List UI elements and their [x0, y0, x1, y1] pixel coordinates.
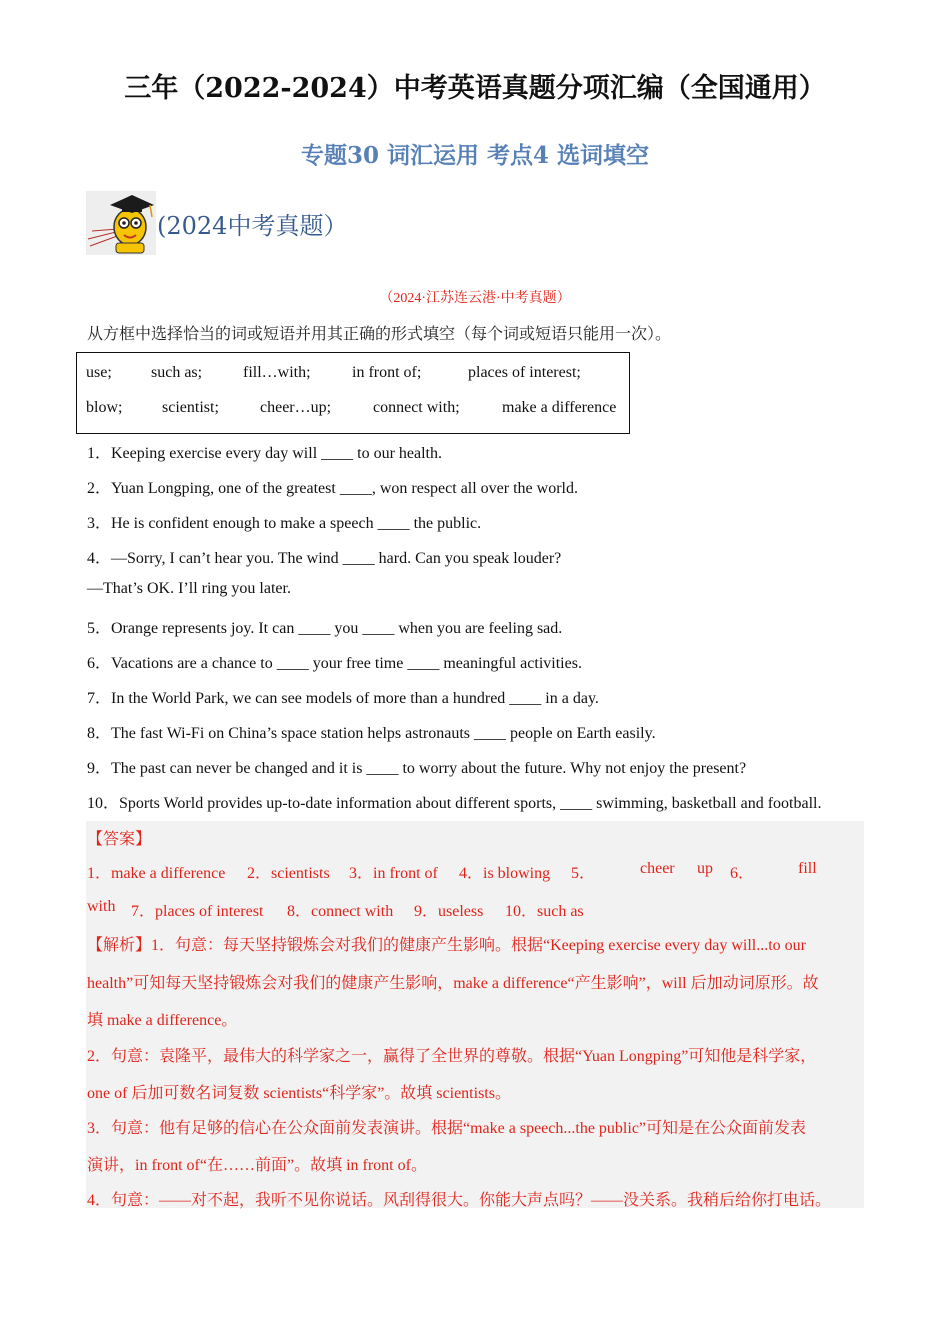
- question-item: —That’s OK. I’ll ring you later.: [87, 580, 291, 597]
- answer-row: [87, 898, 847, 920]
- section-header: [86, 191, 347, 255]
- question-item: 10．Sports World provides up-to-date information about different sports, ____ swimming, basketball and football.: [87, 795, 822, 812]
- answer-item: 7．places of interest: [131, 903, 264, 920]
- question-item: 5．Orange represents joy. It can ____ you ____ when you are feeling sad.: [87, 620, 563, 637]
- word-box: [76, 352, 630, 434]
- answer-item: 9．useless: [414, 903, 484, 920]
- answer-item: 3．in front of: [349, 865, 438, 882]
- answer-item: 4．is blowing: [459, 865, 551, 882]
- word-option: scientist;: [162, 399, 219, 416]
- word-option: blow;: [86, 399, 123, 416]
- answer-item: 10．such as: [505, 903, 584, 920]
- answer-item: up: [697, 860, 713, 877]
- question-item: 8．The fast Wi-Fi on China’s space station helps astronauts ____ people on Earth easily.: [87, 725, 656, 742]
- answer-item: cheer: [640, 860, 675, 877]
- explanation-line: 3．句意：他有足够的信心在公众面前发表演讲。根据“make a speech...the public”可知是在公众面前发表: [87, 1120, 807, 1137]
- question-item: 7．In the World Park, we can see models of more than a hundred ____ in a day.: [87, 690, 599, 707]
- question-item: 6．Vacations are a chance to ____ your free time ____ meaningful activities.: [87, 655, 582, 672]
- explanation-line: 填 make a difference。: [87, 1012, 238, 1029]
- question-item: 2．Yuan Longping, one of the greatest ____, won respect all over the world.: [87, 480, 578, 497]
- scholar-mascot-icon: [86, 191, 156, 255]
- answer-item: 2．scientists: [247, 865, 330, 882]
- answer-item: with: [87, 898, 116, 915]
- question-item: 1．Keeping exercise every day will ____ to our health.: [87, 445, 443, 462]
- word-option: make a difference: [502, 399, 617, 416]
- question-item: 4．—Sorry, I can’t hear you. The wind ____ hard. Can you speak louder?: [87, 550, 562, 567]
- topic-subtitle: 专题30 词汇运用 考点4 选词填空: [300, 142, 650, 169]
- answer-label: 【答案】: [87, 831, 152, 848]
- explanation-line: 【解析】1．句意：每天坚持锻炼会对我们的健康产生影响。根据“Keeping exercise every day will...to our: [87, 937, 807, 954]
- explanation-line: 演讲，in front of“在……前面”。故填 in front of。: [87, 1157, 427, 1174]
- explanation-line: one of 后加可数名词复数 scientists“科学家”。故填 scientists。: [87, 1085, 511, 1102]
- answer-item: 8．connect with: [287, 903, 394, 920]
- answer-item: 5．: [571, 865, 596, 882]
- word-option: fill…with;: [243, 364, 311, 381]
- page-title: 三年（2022-2024）中考英语真题分项汇编（全国通用）: [124, 73, 826, 104]
- question-source: （2024·江苏连云港·中考真题）: [379, 291, 571, 306]
- answer-item: 6．: [730, 865, 755, 882]
- word-option: such as;: [151, 364, 203, 381]
- question-item: 3．He is confident enough to make a speech ____ the public.: [87, 515, 482, 532]
- answer-row: [87, 860, 847, 882]
- word-option: connect with;: [373, 399, 460, 416]
- word-option: use;: [86, 364, 112, 381]
- explanation-line: 4．句意：——对不起，我听不见你说话。风刮得很大。你能大声点吗？——没关系。我稍后给你打电话。: [87, 1192, 832, 1209]
- answer-item: 1．make a difference: [87, 865, 226, 882]
- word-option: cheer…up;: [260, 399, 332, 416]
- instruction-text: 从方框中选择恰当的词或短语并用其正确的形式填空（每个词或短语只能用一次）。: [87, 326, 672, 343]
- explanation-line: 2．句意：袁隆平，最伟大的科学家之一，赢得了全世界的尊敬。根据“Yuan Longping”可知他是科学家，: [87, 1048, 817, 1065]
- answer-item: fill: [798, 860, 817, 877]
- question-item: 9．The past can never be changed and it is ____ to worry about the future. Why not enjoy the present?: [87, 760, 747, 777]
- explanation-line: health”可知每天坚持锻炼会对我们的健康产生影响，make a difference“产生影响”，will 后加动词原形。故: [87, 975, 819, 992]
- word-option: places of interest;: [468, 364, 581, 381]
- word-option: in front of;: [352, 364, 422, 381]
- section-label: (2024中考真题）: [157, 211, 348, 240]
